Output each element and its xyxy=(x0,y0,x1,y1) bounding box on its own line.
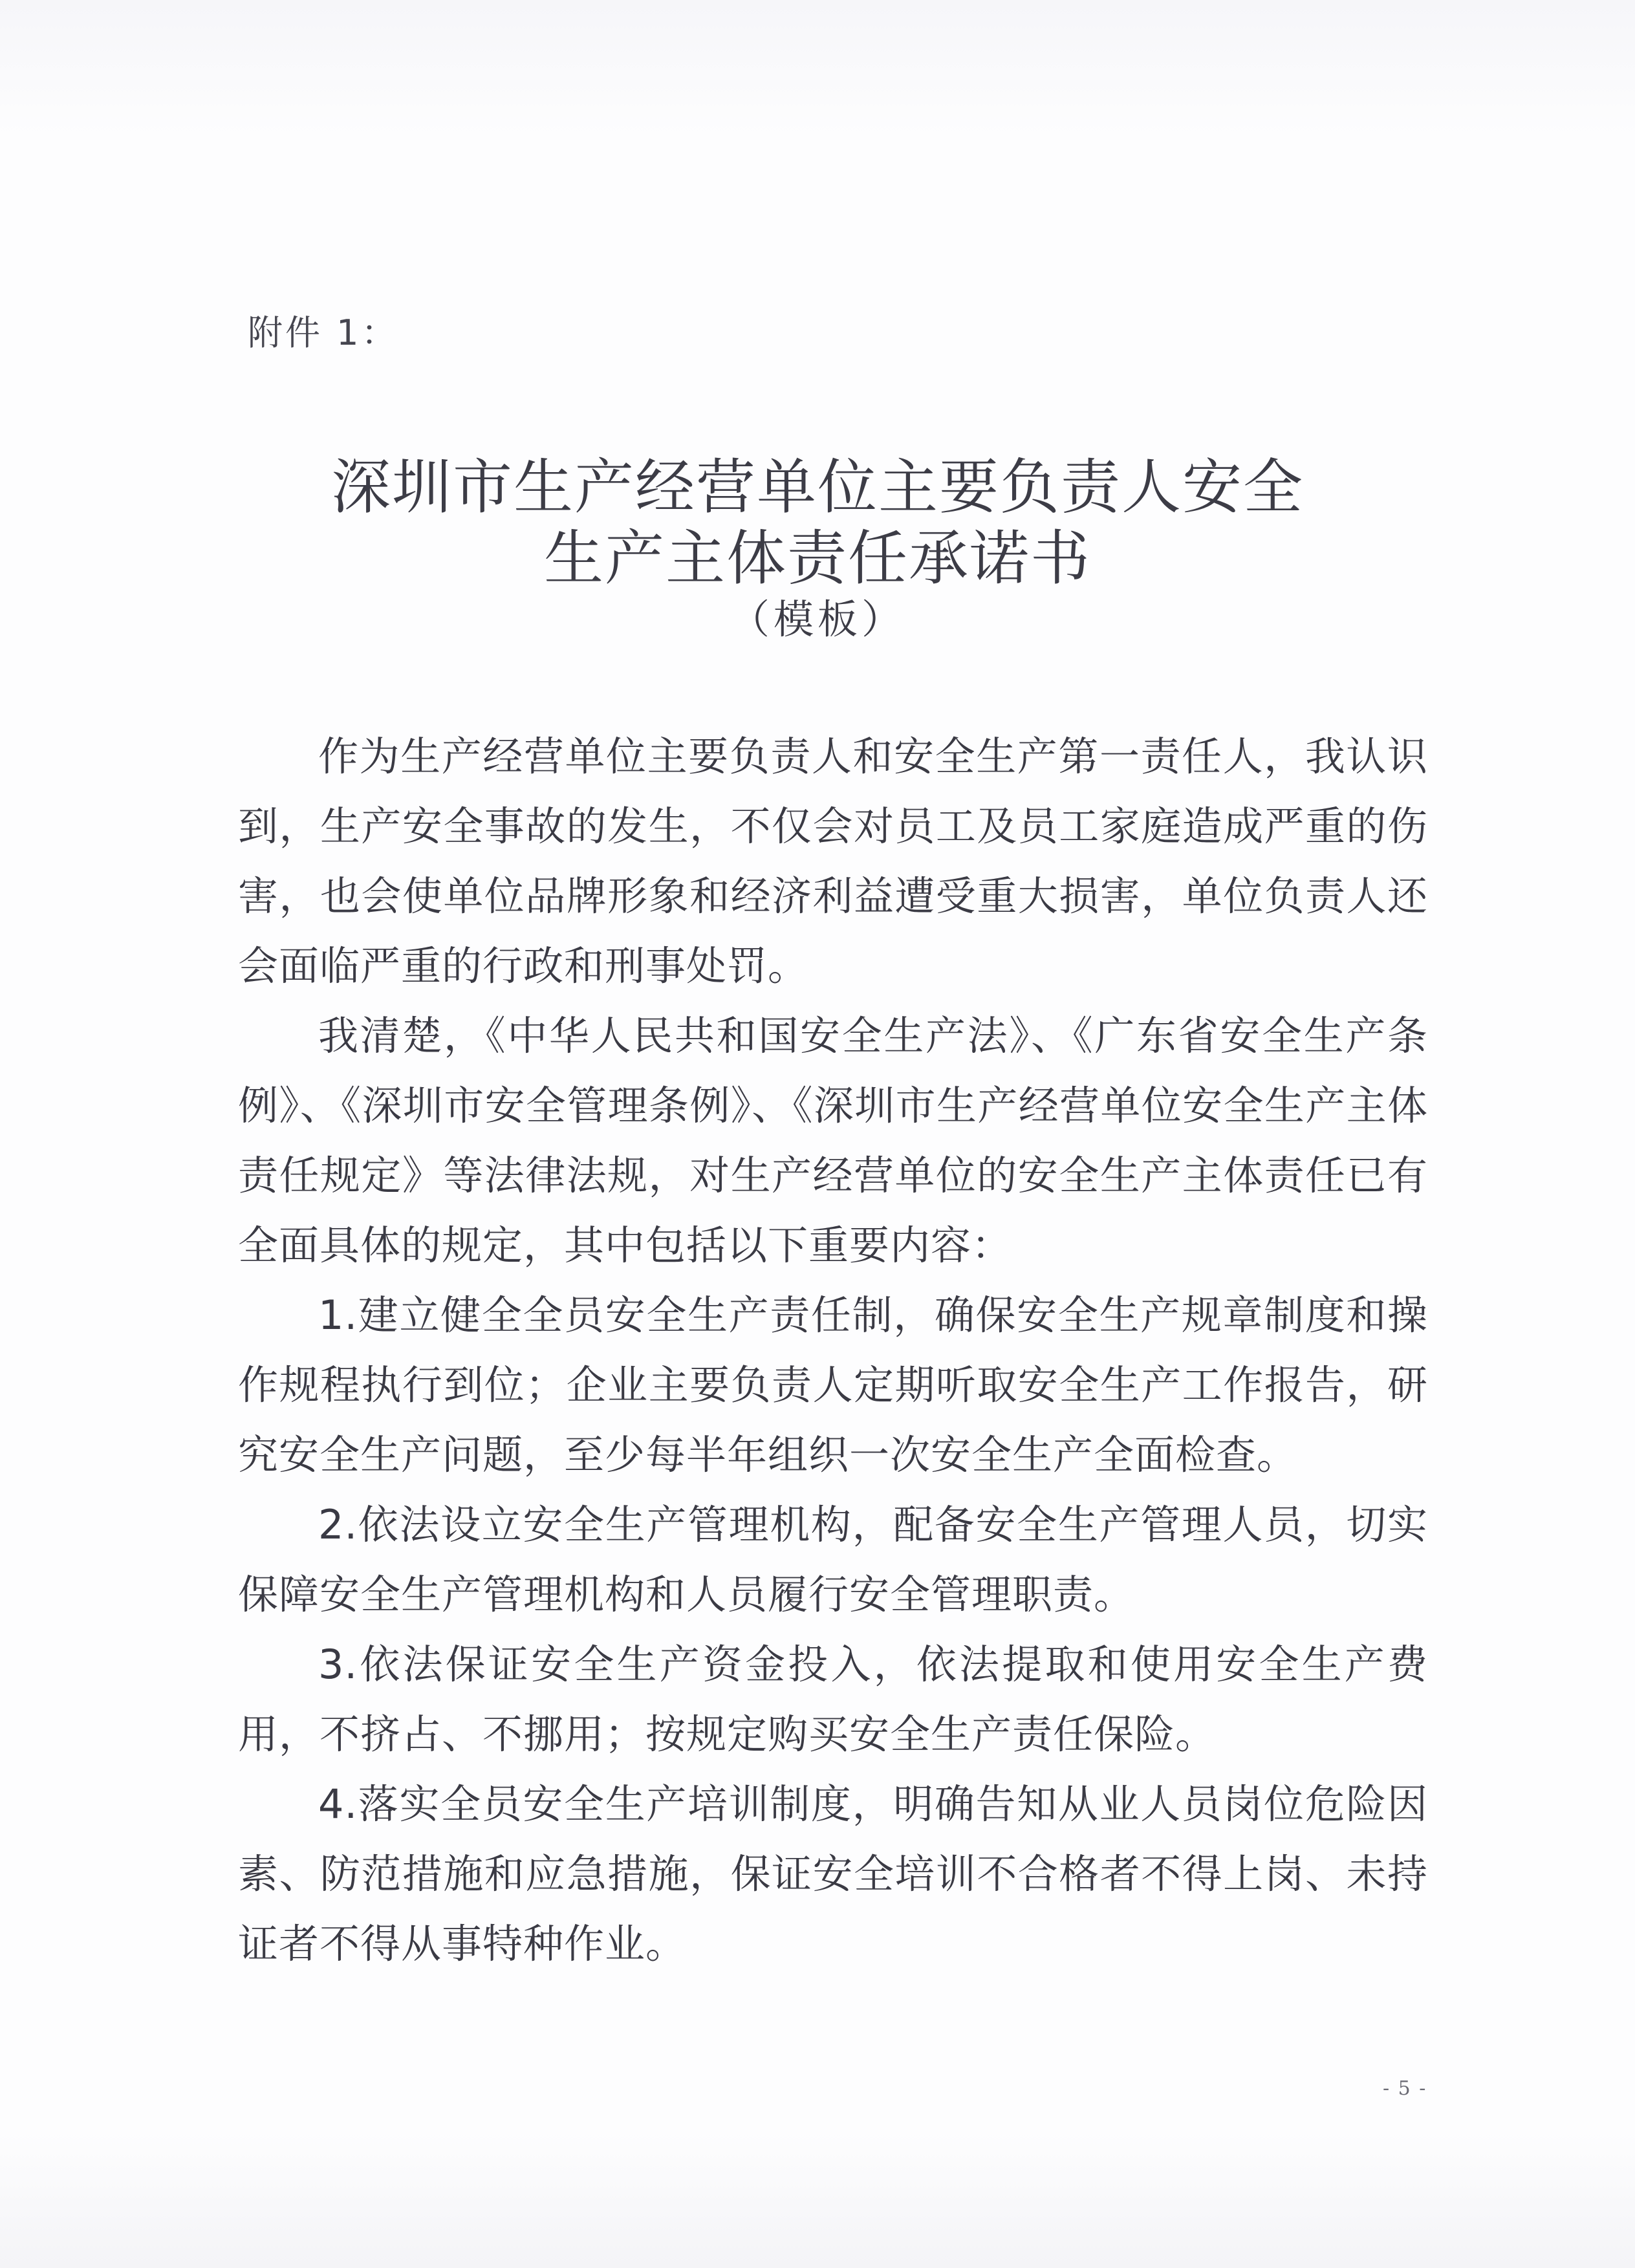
attachment-label: 附件 1： xyxy=(248,312,399,353)
body-paragraph-item-2: 2.依法设立安全生产管理机构，配备安全生产管理人员，切实保障安全生产管理机构和人员履行安全管理职责。 xyxy=(238,1501,1428,1618)
body-paragraph-item-4: 4.落实全员安全生产培训制度，明确告知从业人员岗位危险因素、防范措施和应急措施，保证安全培训不合格者不得上岗、未持证者不得从事特种作业。 xyxy=(238,1780,1428,1967)
document-title-line-1: 深圳市生产经营单位主要负责人安全 xyxy=(330,453,1304,522)
document-title-line-2: 生产主体责任承诺书 xyxy=(543,524,1091,593)
page-number: - 5 - xyxy=(1383,2077,1427,2100)
body-paragraph-laws: 我清楚，《中华人民共和国安全生产法》、《广东省安全生产条例》、《深圳市安全管理条例》、《深圳市生产经营单位安全生产主体责任规定》等法律法规，对生产经营单位的安全生产主体责任已有全面具体的规定，其中包括以下重要内容： xyxy=(238,1012,1428,1269)
document-subtitle: （模板） xyxy=(729,596,905,643)
document-body xyxy=(238,722,1428,1979)
body-paragraph-item-3: 3.依法保证安全生产资金投入，依法提取和使用安全生产费用，不挤占、不挪用；按规定购买安全生产责任保险。 xyxy=(238,1641,1428,1758)
body-paragraph-intro: 作为生产经营单位主要负责人和安全生产第一责任人，我认识到，生产安全事故的发生，不仅会对员工及员工家庭造成严重的伤害，也会使单位品牌形象和经济利益遭受重大损害，单位负责人还会面临严重的行政和刑事处罚。 xyxy=(238,733,1428,989)
body-paragraph-item-1: 1.建立健全全员安全生产责任制，确保安全生产规章制度和操作规程执行到位；企业主要负责人定期听取安全生产工作报告，研究安全生产问题，至少每半年组织一次安全生产全面检查。 xyxy=(238,1291,1428,1478)
